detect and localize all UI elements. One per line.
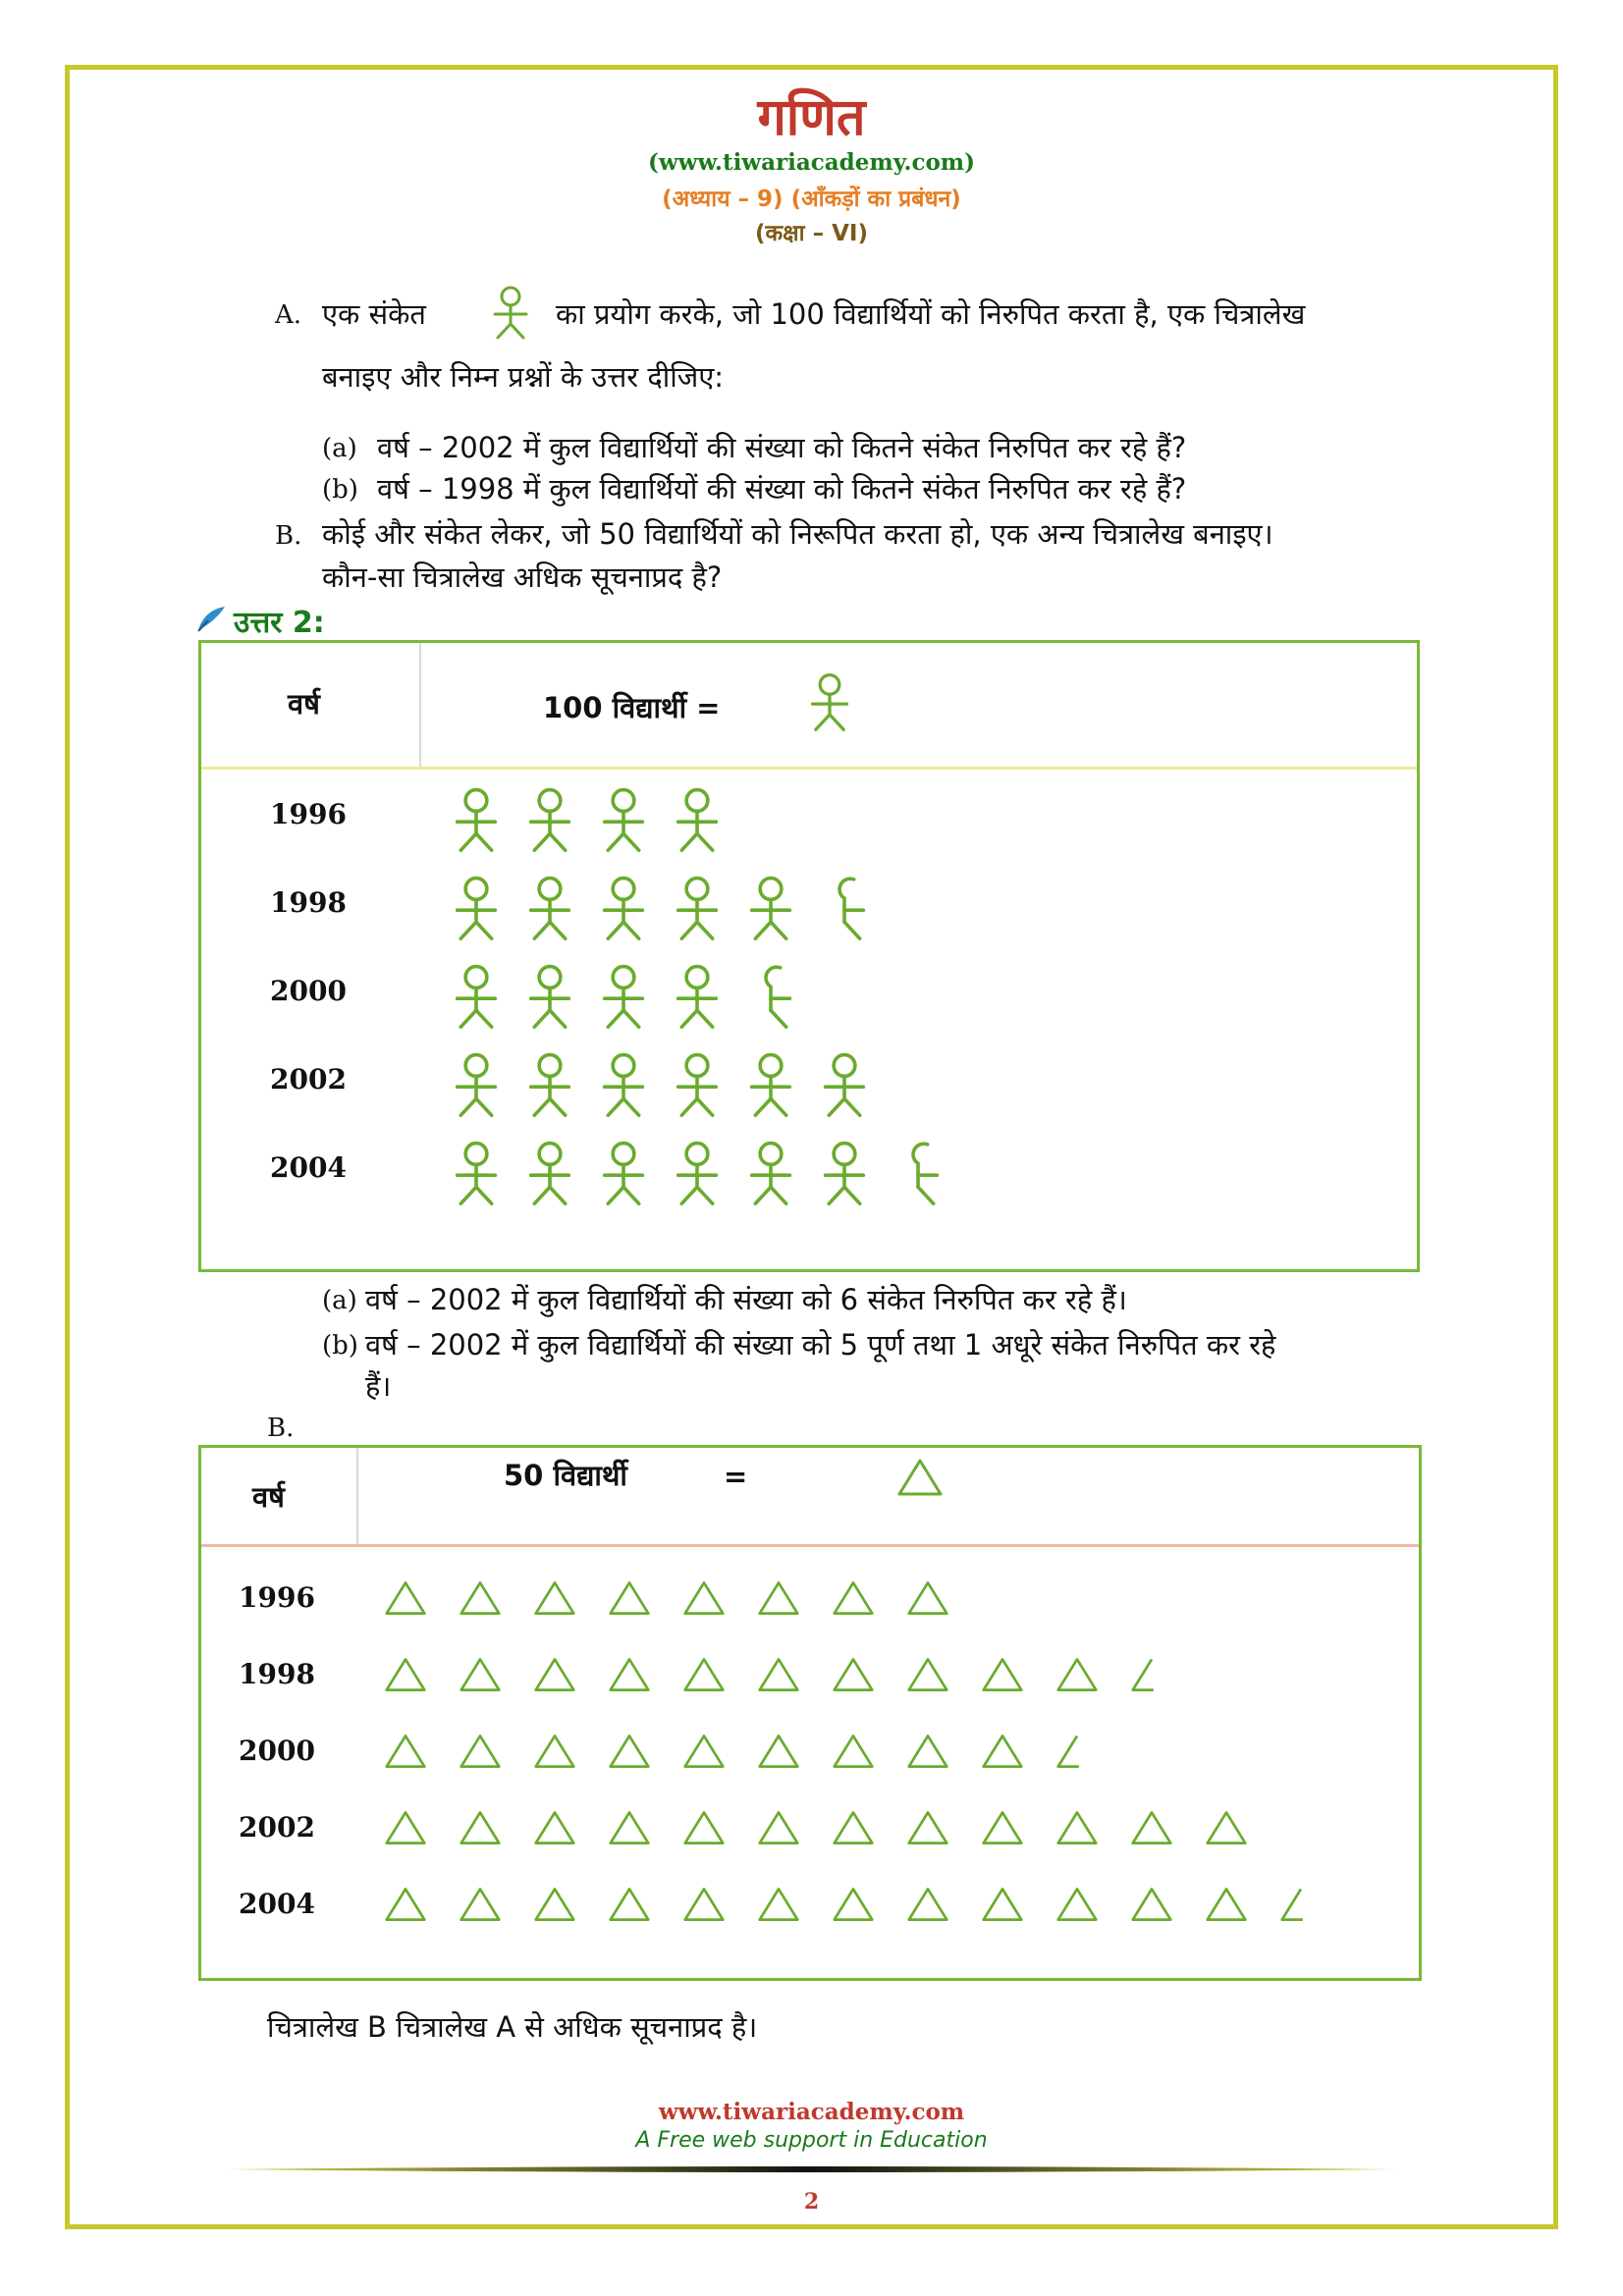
- feather-pen-icon: [194, 605, 228, 634]
- triangle-icon: [459, 1884, 502, 1925]
- triangle-icon: [384, 1654, 427, 1695]
- triangle-icon: [384, 1731, 427, 1772]
- triangle-icon: [757, 1731, 800, 1772]
- answer-a: वर्ष – 2002 में कुल विद्यार्थियों की संख्या को 6 संकेत निरुपित कर रहे हैं।: [365, 1283, 1127, 1316]
- stick-figure-icon: [449, 963, 504, 1032]
- partial-triangle-icon: [1279, 1884, 1323, 1925]
- stick-figure-icon: [670, 786, 725, 855]
- part-b-marker: B.: [267, 1414, 295, 1443]
- triangle-icon: [384, 1807, 427, 1848]
- triangle-icon: [981, 1731, 1024, 1772]
- conclusion-text: चित्रालेख B चित्रालेख A से अधिक सूचनाप्रद है।: [267, 2010, 758, 2044]
- pictograph-table-b: [198, 1445, 1422, 1981]
- triangle-icon: [459, 1654, 502, 1695]
- triangle-icon: [608, 1577, 651, 1619]
- stick-figure-icon: [743, 1051, 798, 1120]
- triangle-icon: [533, 1807, 576, 1848]
- triangle-icon: [981, 1884, 1024, 1925]
- year-label: 2004: [270, 1151, 347, 1184]
- class-heading: (कक्षा – VI): [754, 221, 868, 246]
- triangle-icon: [1130, 1807, 1173, 1848]
- partial-stick-figure-icon: [743, 963, 798, 1032]
- triangle-icon: [533, 1654, 576, 1695]
- partial-stick-figure-icon: [891, 1140, 946, 1208]
- table-b-key-equals: =: [724, 1460, 748, 1493]
- triangle-icon: [682, 1807, 726, 1848]
- question-b-line1: कोई और संकेत लेकर, जो 50 विद्यार्थियों को निरूपित करता हो, एक अन्य चित्रालेख बनाइए।: [322, 517, 1273, 551]
- triangle-icon: [608, 1884, 651, 1925]
- stick-figure-icon: [489, 285, 532, 342]
- website-link[interactable]: (www.tiwariacademy.com): [647, 149, 976, 176]
- answer-b-line1: वर्ष – 2002 में कुल विद्यार्थियों की संख्या को 5 पूर्ण तथा 1 अधूरे संकेत निरुपित कर रहे: [365, 1328, 1276, 1362]
- triangle-icon: [757, 1884, 800, 1925]
- stick-figure-icon: [596, 963, 651, 1032]
- triangle-icon: [906, 1731, 949, 1772]
- sub-question-b-marker: (b): [322, 475, 358, 505]
- chapter-heading: (अध्याय – 9) (आँकड़ों का प्रबंधन): [662, 187, 961, 212]
- triangle-icon: [608, 1731, 651, 1772]
- stick-figure-icon: [596, 1051, 651, 1120]
- triangle-icon: [533, 1577, 576, 1619]
- footer-tagline: A Free web support in Education: [635, 2128, 988, 2153]
- pictograph-table-a: [198, 640, 1420, 1272]
- sub-question-b: वर्ष – 1998 में कुल विद्यार्थियों की संख्या को कितने संकेत निरुपित कर रहे हैं?: [377, 472, 1187, 506]
- triangle-icon: [981, 1807, 1024, 1848]
- stick-figure-icon: [449, 1140, 504, 1208]
- key-stick-figure-icon: [806, 670, 853, 735]
- answer-b-line2: हैं।: [365, 1369, 392, 1403]
- stick-figure-icon: [670, 963, 725, 1032]
- sub-question-a: वर्ष – 2002 में कुल विद्यार्थियों की संख्या को कितने संकेत निरुपित कर रहे हैं?: [377, 431, 1187, 464]
- triangle-icon: [459, 1807, 502, 1848]
- triangle-icon: [1130, 1884, 1173, 1925]
- question-a-text-line2: बनाइए और निम्न प्रश्नों के उत्तर दीजिए:: [322, 360, 725, 394]
- triangle-icon: [1055, 1807, 1099, 1848]
- stick-figure-icon: [449, 1051, 504, 1120]
- partial-triangle-icon: [1130, 1654, 1173, 1695]
- year-label: 2002: [270, 1063, 347, 1095]
- answer-a-marker: (a): [322, 1286, 357, 1315]
- triangle-icon: [1055, 1654, 1099, 1695]
- question-a-text-end: का प्रयोग करके, जो 100 विद्यार्थियों को निरुपित करता है, एक चित्रालेख: [556, 297, 1306, 331]
- year-label: 1996: [270, 798, 347, 830]
- stick-figure-icon: [743, 1140, 798, 1208]
- table-a-year-header: वर्ष: [288, 687, 320, 721]
- year-label: 1996: [239, 1581, 315, 1614]
- question-b-marker: B.: [275, 521, 302, 551]
- triangle-icon: [832, 1731, 875, 1772]
- triangle-icon: [1205, 1807, 1248, 1848]
- footer-divider: [226, 2163, 1396, 2175]
- triangle-icon: [533, 1731, 576, 1772]
- answer-b-marker: (b): [322, 1331, 358, 1361]
- triangle-icon: [906, 1807, 949, 1848]
- triangle-icon: [608, 1654, 651, 1695]
- stick-figure-icon: [817, 1051, 872, 1120]
- table-a-key-text: 100 विद्यार्थी =: [543, 691, 721, 724]
- triangle-icon: [682, 1731, 726, 1772]
- year-label: 2004: [239, 1888, 315, 1920]
- triangle-icon: [459, 1577, 502, 1619]
- triangle-icon: [906, 1884, 949, 1925]
- triangle-icon: [832, 1807, 875, 1848]
- year-label: 2002: [239, 1811, 315, 1843]
- triangle-icon: [757, 1577, 800, 1619]
- triangle-icon: [682, 1884, 726, 1925]
- table-b-header-divider: [201, 1544, 1419, 1547]
- triangle-icon: [832, 1577, 875, 1619]
- sub-question-a-marker: (a): [322, 434, 357, 463]
- page-title: गणित: [757, 88, 866, 147]
- triangle-icon: [906, 1654, 949, 1695]
- triangle-icon: [1205, 1884, 1248, 1925]
- year-label: 1998: [239, 1658, 315, 1690]
- key-triangle-icon: [896, 1458, 944, 1497]
- stick-figure-icon: [596, 875, 651, 943]
- triangle-icon: [608, 1807, 651, 1848]
- table-b-column-divider: [356, 1448, 358, 1546]
- question-a-marker: A.: [275, 300, 302, 330]
- triangle-icon: [682, 1577, 726, 1619]
- triangle-icon: [906, 1577, 949, 1619]
- stick-figure-icon: [596, 1140, 651, 1208]
- stick-figure-icon: [596, 786, 651, 855]
- triangle-icon: [757, 1807, 800, 1848]
- table-b-year-header: वर्ष: [252, 1480, 285, 1514]
- stick-figure-icon: [670, 875, 725, 943]
- page-number: 2: [803, 2189, 820, 2215]
- stick-figure-icon: [670, 1051, 725, 1120]
- triangle-icon: [533, 1884, 576, 1925]
- year-label: 2000: [239, 1735, 315, 1767]
- question-b-line2: कौन-सा चित्रालेख अधिक सूचनाप्रद है?: [322, 561, 723, 594]
- question-a-text-start: एक संकेत: [322, 297, 426, 331]
- footer-website[interactable]: www.tiwariacademy.com: [658, 2099, 965, 2125]
- stick-figure-icon: [670, 1140, 725, 1208]
- stick-figure-icon: [743, 875, 798, 943]
- table-a-header-divider: [201, 767, 1417, 770]
- table-b-key-text: 50 विद्यार्थी: [504, 1459, 627, 1492]
- stick-figure-icon: [449, 786, 504, 855]
- stick-figure-icon: [522, 963, 577, 1032]
- year-label: 1998: [270, 886, 347, 919]
- year-label: 2000: [270, 975, 347, 1007]
- stick-figure-icon: [522, 1140, 577, 1208]
- stick-figure-icon: [522, 875, 577, 943]
- triangle-icon: [384, 1577, 427, 1619]
- triangle-icon: [832, 1654, 875, 1695]
- triangle-icon: [832, 1884, 875, 1925]
- stick-figure-icon: [522, 1051, 577, 1120]
- triangle-icon: [981, 1654, 1024, 1695]
- stick-figure-icon: [522, 786, 577, 855]
- answer-label: उत्तर 2:: [234, 606, 325, 640]
- triangle-icon: [1055, 1884, 1099, 1925]
- triangle-icon: [384, 1884, 427, 1925]
- stick-figure-icon: [449, 875, 504, 943]
- triangle-icon: [757, 1654, 800, 1695]
- stick-figure-icon: [817, 1140, 872, 1208]
- partial-stick-figure-icon: [817, 875, 872, 943]
- triangle-icon: [459, 1731, 502, 1772]
- table-a-column-divider: [419, 643, 421, 767]
- triangle-icon: [682, 1654, 726, 1695]
- partial-triangle-icon: [1055, 1731, 1099, 1772]
